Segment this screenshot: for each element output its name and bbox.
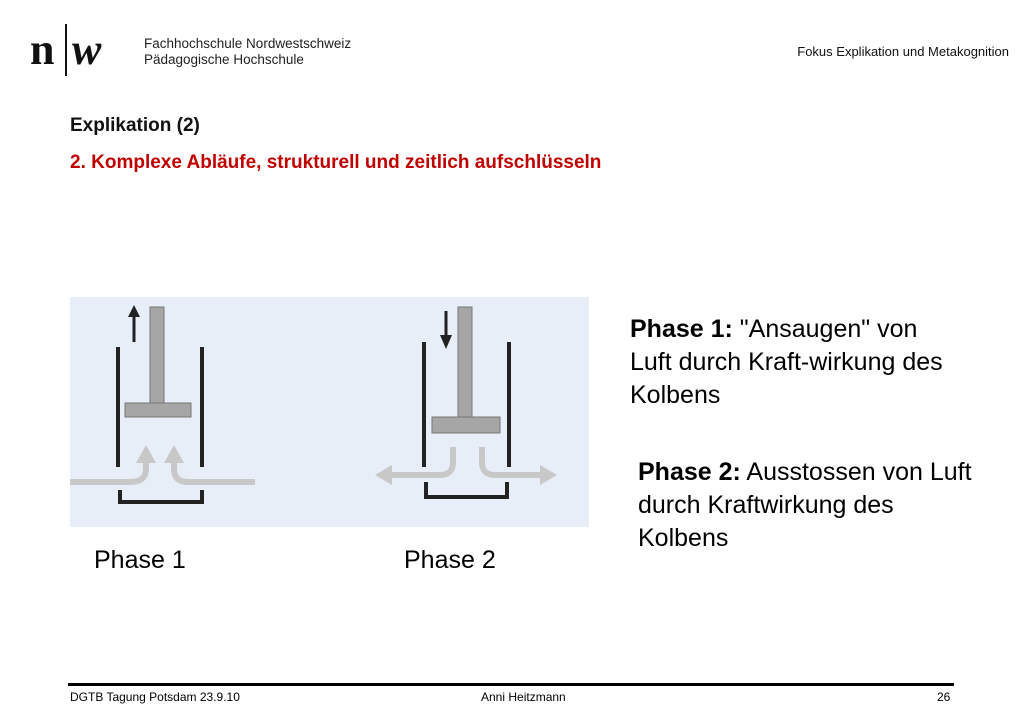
phase2-label: Phase 2:	[638, 458, 741, 486]
footer-author: Anni Heitzmann	[481, 690, 566, 704]
phase1-label: Phase 1:	[630, 315, 733, 343]
slide-title: Explikation (2)	[70, 115, 200, 136]
header-topic: Fokus Explikation und Metakognition	[797, 44, 1009, 59]
phase1-pump-icon	[70, 305, 255, 502]
slide-subtitle: 2. Komplexe Abläufe, strukturell und zeitlich aufschlüsseln	[70, 152, 602, 173]
figure-caption-phase2: Phase 2	[404, 546, 496, 574]
logo	[30, 22, 370, 82]
pump-diagram	[70, 297, 589, 527]
page-number: 26	[937, 690, 951, 704]
figure-caption-phase1: Phase 1	[94, 546, 186, 574]
svg-text:w: w	[72, 25, 102, 74]
phase1-description	[630, 313, 950, 412]
org-line-1: Fachhochschule Nordwestschweiz	[144, 36, 352, 51]
footer-event: DGTB Tagung Potsdam 23.9.10	[70, 690, 240, 704]
fhnw-logo-icon	[30, 22, 140, 82]
phase1-text: "Ansaugen" von Luft durch Kraft-wirkung des Kolbens	[630, 315, 943, 409]
org-line-2: Pädagogische Hochschule	[144, 52, 304, 67]
phase2-pump-icon	[375, 307, 557, 497]
pump-phases-figure	[70, 297, 589, 527]
phase2-description	[638, 456, 988, 555]
svg-text:n: n	[30, 25, 55, 74]
footer-divider	[68, 683, 954, 686]
organization-name	[144, 36, 351, 68]
phase2-text: Ausstossen von Luft durch Kraftwirkung des Kolbens	[638, 458, 972, 552]
